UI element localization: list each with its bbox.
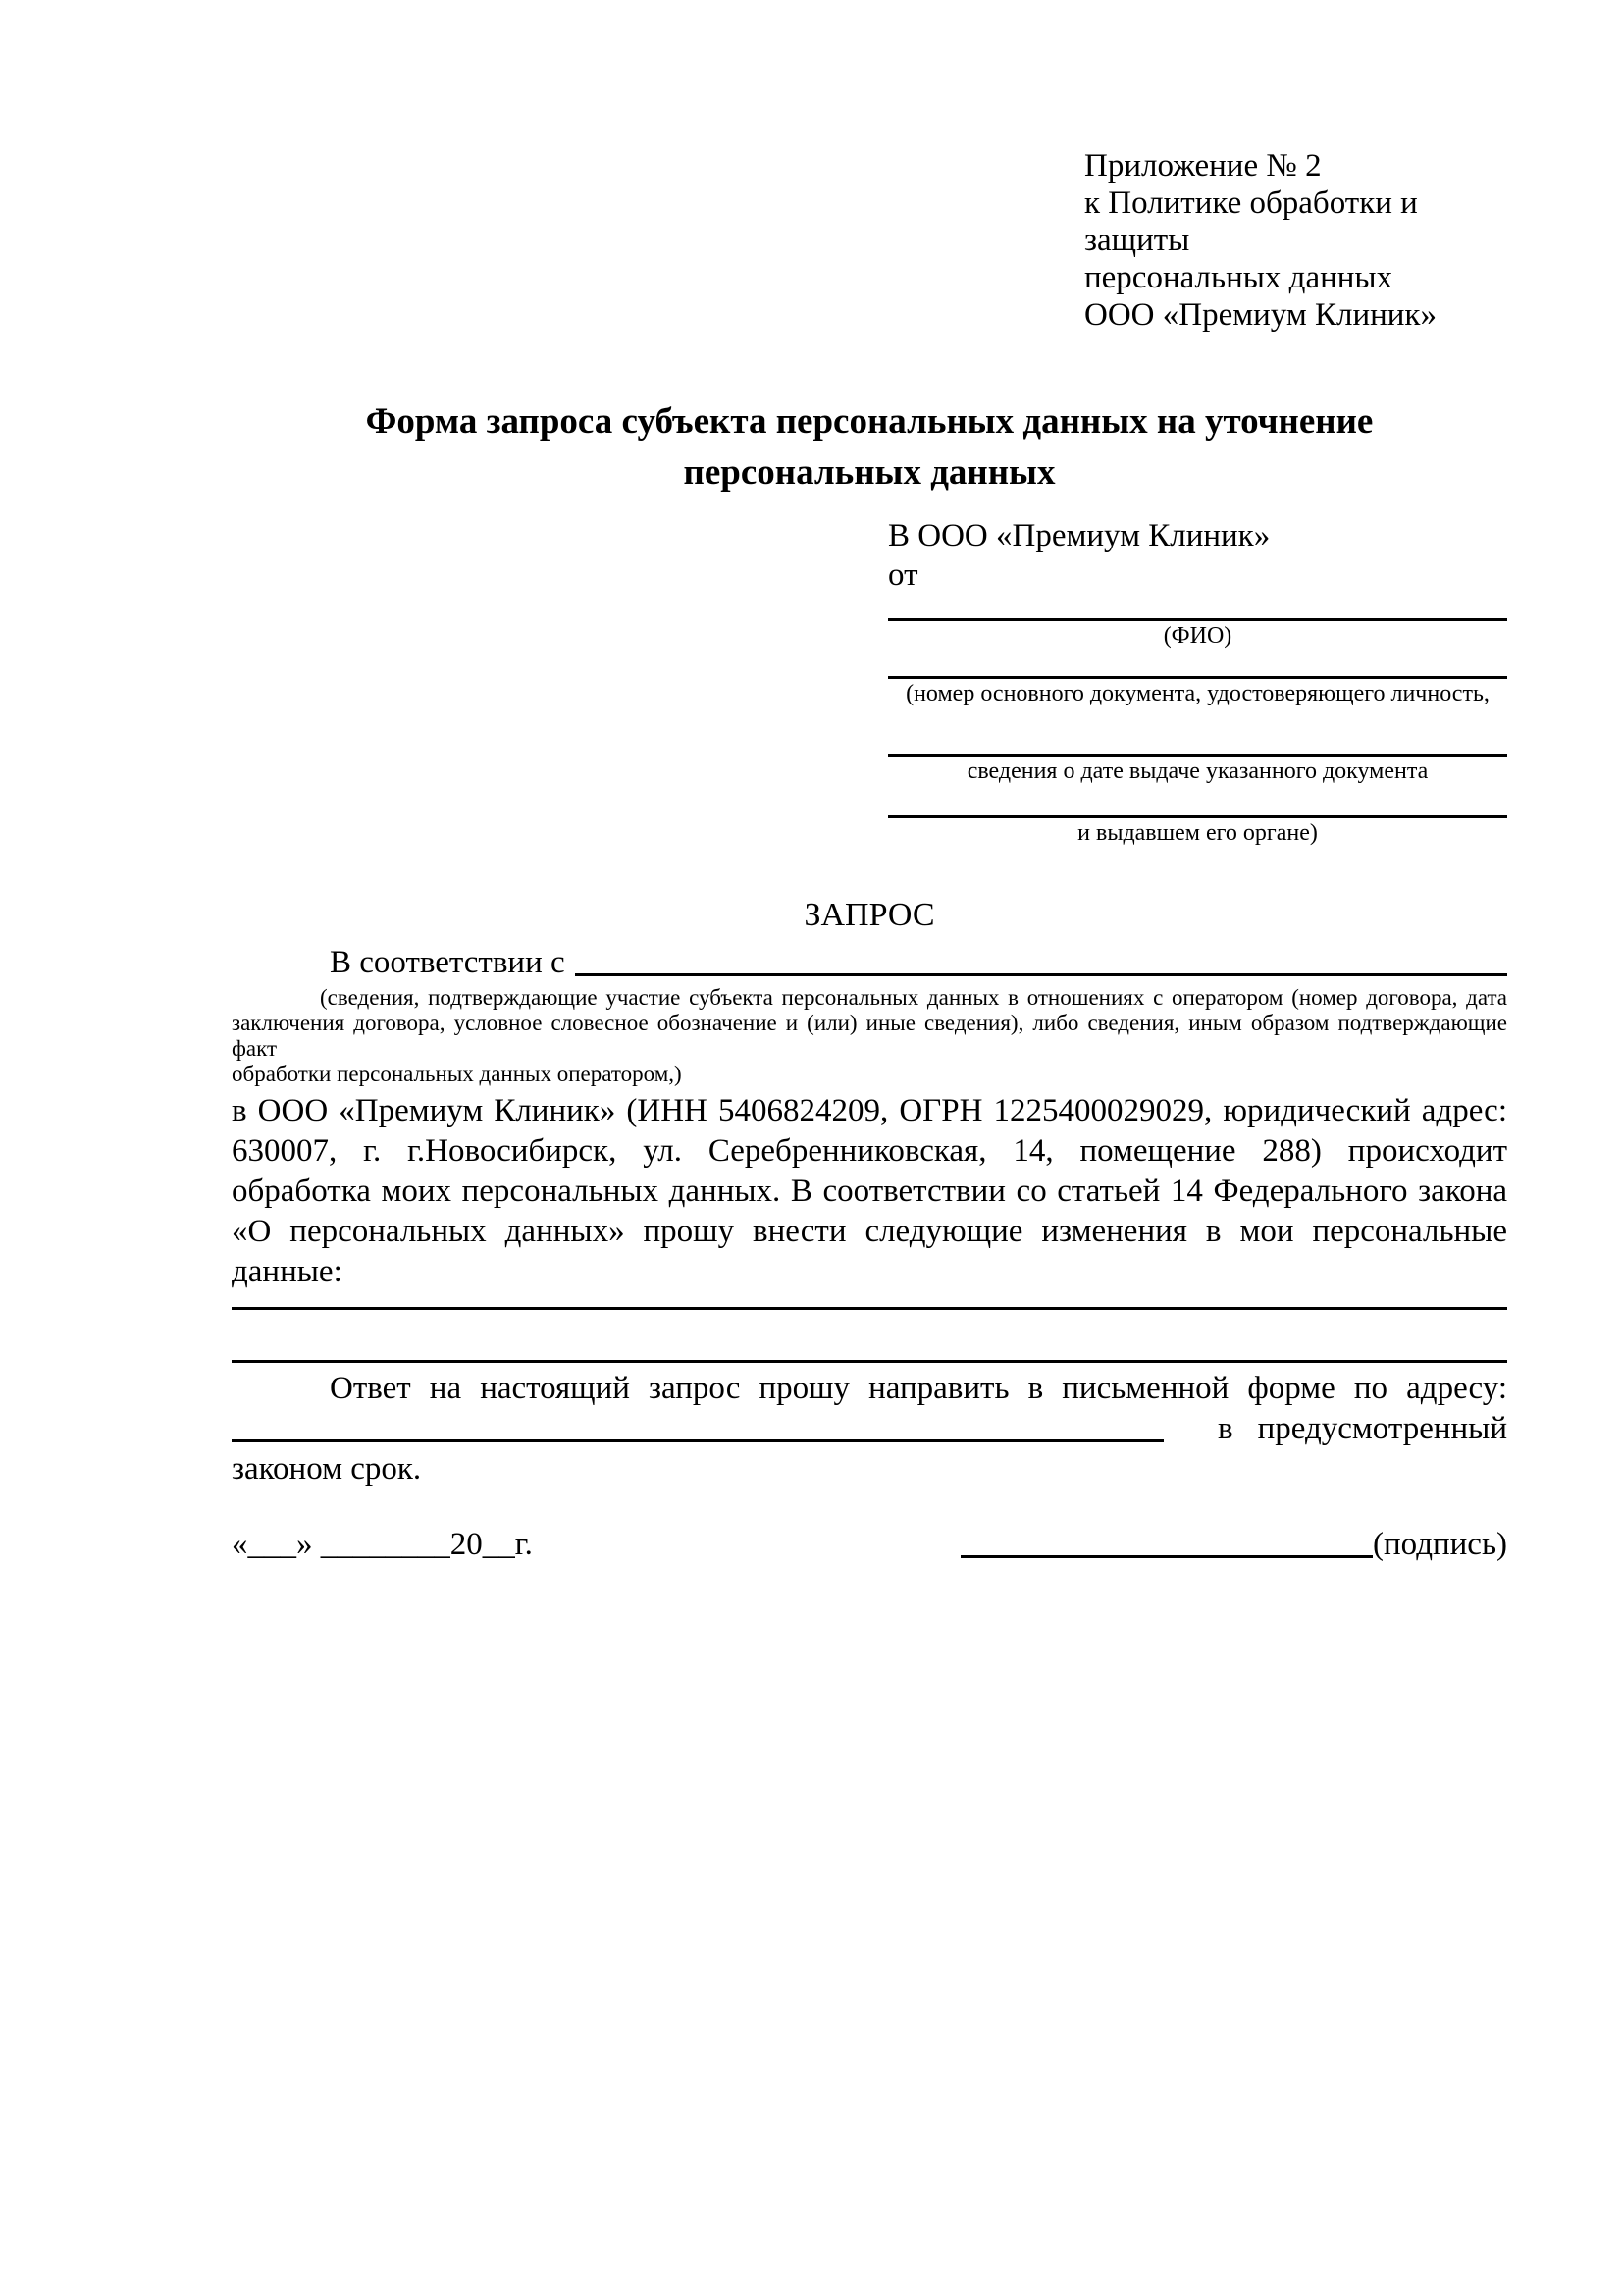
intro-row	[232, 942, 1507, 983]
issuing-authority-caption: и выдавшем его органе)	[1077, 820, 1318, 846]
addressee-to: В ООО «Премиум Клиник»	[888, 518, 1271, 553]
date-signature-row	[232, 1525, 1507, 1565]
document-number-caption: (номер основного документа, удостоверяющего личность,	[906, 681, 1490, 706]
body-paragraph	[232, 1091, 1507, 1292]
intro-note	[232, 985, 1507, 1087]
body-line: обработка моих персональных данных. В соответствии со статьей 14 Федерального закона	[232, 1174, 1507, 1209]
note-line: обработки персональных данных оператором,)	[232, 1062, 682, 1086]
document-title	[232, 396, 1507, 498]
document-title-line: Форма запроса субъекта персональных данных на уточнение	[365, 401, 1374, 442]
signature-caption: (подпись)	[1373, 1527, 1507, 1562]
issue-date-caption: сведения о дате выдаче указанного документа	[967, 758, 1429, 784]
address-blank-line	[232, 1439, 1164, 1442]
addressee-from-label: от	[888, 557, 918, 593]
response-line: Ответ на настоящий запрос прошу направить в письменной форме по адресу:	[330, 1371, 1507, 1406]
body-line: в ООО «Премиум Клиник» (ИНН 5406824209, ОГРН 1225400029029, юридический адрес:	[232, 1093, 1507, 1128]
response-closing: законом срок.	[232, 1451, 422, 1487]
signature-blank-line	[961, 1555, 1373, 1558]
document-title-line: персональных данных	[683, 452, 1056, 493]
appendix-line: к Политике обработки и защиты	[1084, 185, 1418, 258]
appendix-line: ООО «Премиум Клиник»	[1084, 297, 1437, 333]
body-line: 630007, г. г.Новосибирск, ул. Серебренниковская, 14, помещение 288) происходит	[232, 1133, 1507, 1169]
issue-date-blank-line	[888, 708, 1507, 757]
body-line: данные:	[232, 1254, 342, 1289]
response-word: предусмотренный	[1257, 1411, 1507, 1446]
response-word: в	[1218, 1411, 1233, 1446]
addressee-block	[888, 516, 1507, 848]
appendix-block	[1084, 147, 1507, 334]
note-line: заключения договора, условное словесное обозначение и (или) иные сведения), либо сведения, иным образом подтверждающие факт	[232, 1011, 1507, 1061]
issuing-authority-blank-line	[888, 786, 1507, 818]
appendix-line: персональных данных	[1084, 260, 1393, 295]
request-heading: ЗАПРОС	[804, 897, 935, 933]
body-line: «О персональных данных» прошу внести следующие изменения в мои персональные	[232, 1214, 1507, 1249]
signature-group	[961, 1525, 1507, 1565]
fio-blank-line	[888, 595, 1507, 621]
appendix-line: Приложение № 2	[1084, 148, 1322, 183]
changes-blank-line-2	[232, 1310, 1507, 1363]
document-number-blank-line	[888, 651, 1507, 679]
note-line: (сведения, подтверждающие участие субъекта персональных данных в отношениях с оператором (номер договора, дата	[320, 985, 1507, 1010]
basis-blank-line	[575, 973, 1507, 976]
fio-caption: (ФИО)	[1163, 623, 1232, 649]
address-row	[232, 1409, 1507, 1449]
date-blank: «___» ________20__г.	[232, 1527, 533, 1562]
intro-lead: В соответствии с	[330, 945, 565, 980]
changes-blank-line-1	[232, 1292, 1507, 1310]
